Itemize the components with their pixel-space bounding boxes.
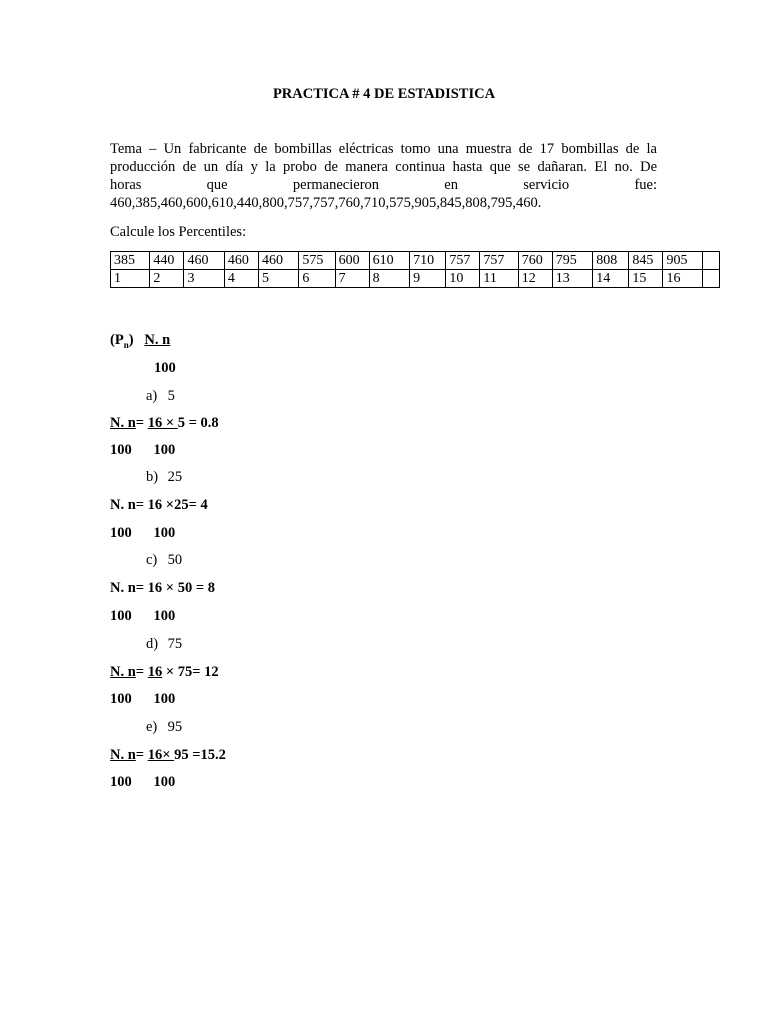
pn-subscript: n [123, 339, 129, 350]
pn-label: (P [110, 332, 124, 348]
eq-nn: N. n [110, 415, 136, 431]
eq-part: = [135, 747, 148, 763]
item-value: 25 [167, 469, 183, 485]
formula-denominator: 100 [154, 360, 176, 376]
statement-line: 460,385,460,600,610,440,800,757,757,760,710,575,905,845,808,795,460. [110, 195, 542, 211]
table-cell-position: 4 [224, 270, 258, 288]
table-cell-value: 460 [224, 252, 258, 270]
table-cell-position: 14 [593, 270, 629, 288]
equation [110, 580, 215, 597]
item-label: d) [146, 636, 159, 652]
equation [110, 415, 219, 432]
table-cell-position: 15 [629, 270, 663, 288]
table-cell-position: 5 [258, 270, 298, 288]
item-value: 5 [167, 388, 175, 404]
pn-close: ) [128, 332, 134, 348]
list-item [146, 552, 182, 569]
table-cell-value: 575 [299, 252, 335, 270]
problem-statement [110, 140, 657, 212]
table-cell-position: 1 [111, 270, 150, 288]
eq-part: 16 [147, 664, 163, 680]
statement-line: horas que permanecieron en servicio fue: [110, 177, 657, 193]
table-cell-position: 9 [410, 270, 446, 288]
item-value: 95 [167, 719, 183, 735]
table-cell-value: 460 [184, 252, 224, 270]
table-row-values [111, 252, 720, 270]
calc-label: Calcule los Percentiles: [110, 224, 247, 240]
equation [110, 664, 219, 681]
item-label: c) [146, 552, 158, 568]
list-item [146, 388, 175, 405]
item-label: a) [146, 388, 158, 404]
table-row-positions [111, 270, 720, 288]
table-cell-value: 757 [480, 252, 518, 270]
table-cell-position: 11 [480, 270, 518, 288]
eq-part: 5 = 0.8 [177, 415, 219, 431]
eq-nn: N. n [110, 747, 136, 763]
item-value: 50 [167, 552, 183, 568]
table-cell-position: 3 [184, 270, 224, 288]
eq-part: = [135, 664, 148, 680]
equation [110, 747, 226, 764]
table-cell-value: 610 [369, 252, 409, 270]
table-cell-value: 757 [446, 252, 480, 270]
statement-line: Tema – Un fabricante de bombillas eléctricas tomo una muestra de 17 bombillas de la [110, 141, 657, 157]
eq-nn: N. n [110, 664, 136, 680]
eq-nn: N. n [110, 497, 136, 513]
table-cell-value: 385 [111, 252, 150, 270]
list-item [146, 469, 182, 486]
eq-part: = 16 ×25= 4 [135, 497, 208, 513]
eq-nn: N. n [110, 580, 136, 596]
equation-denominator: 100 100 [110, 774, 176, 790]
table-cell-value: 710 [410, 252, 446, 270]
data-table [110, 251, 720, 288]
list-item [146, 636, 182, 653]
table-cell-position: 8 [369, 270, 409, 288]
table-cell-value: 440 [150, 252, 184, 270]
table-cell-position: 10 [446, 270, 480, 288]
table-cell-position: 2 [150, 270, 184, 288]
table-cell-value: 600 [335, 252, 369, 270]
table-cell-value: 460 [258, 252, 298, 270]
table-cell-value: 845 [629, 252, 663, 270]
equation [110, 497, 208, 514]
equation-denominator: 100 100 [110, 691, 176, 707]
page-title: PRACTICA # 4 DE ESTADISTICA [272, 86, 496, 102]
list-item [146, 719, 182, 736]
table-cell-value: 905 [663, 252, 702, 270]
eq-part: = [135, 415, 148, 431]
item-label: e) [146, 719, 158, 735]
table-cell-position [702, 270, 719, 288]
eq-part: × 75= 12 [162, 664, 219, 680]
table-cell-position: 12 [518, 270, 552, 288]
equation-denominator: 100 100 [110, 608, 176, 624]
table-cell-value: 795 [552, 252, 592, 270]
percentile-formula [110, 332, 170, 350]
eq-part: 16 × [147, 415, 178, 431]
table-cell-value: 760 [518, 252, 552, 270]
table-cell-position: 13 [552, 270, 592, 288]
eq-part: 95 =15.2 [174, 747, 226, 763]
item-label: b) [146, 469, 159, 485]
item-value: 75 [167, 636, 183, 652]
equation-denominator: 100 100 [110, 442, 176, 458]
table-cell-position: 16 [663, 270, 702, 288]
equation-denominator: 100 100 [110, 525, 176, 541]
table-cell-value: 808 [593, 252, 629, 270]
eq-part: = 16 × 50 = 8 [135, 580, 215, 596]
statement-line: producción de un día y la probo de manera continua hasta que se dañaran. El no. De [110, 159, 657, 175]
table-cell-value [702, 252, 719, 270]
table-cell-position: 6 [299, 270, 335, 288]
table-cell-position: 7 [335, 270, 369, 288]
formula-numerator: N. n [144, 332, 171, 348]
eq-part: 16× [147, 747, 175, 763]
